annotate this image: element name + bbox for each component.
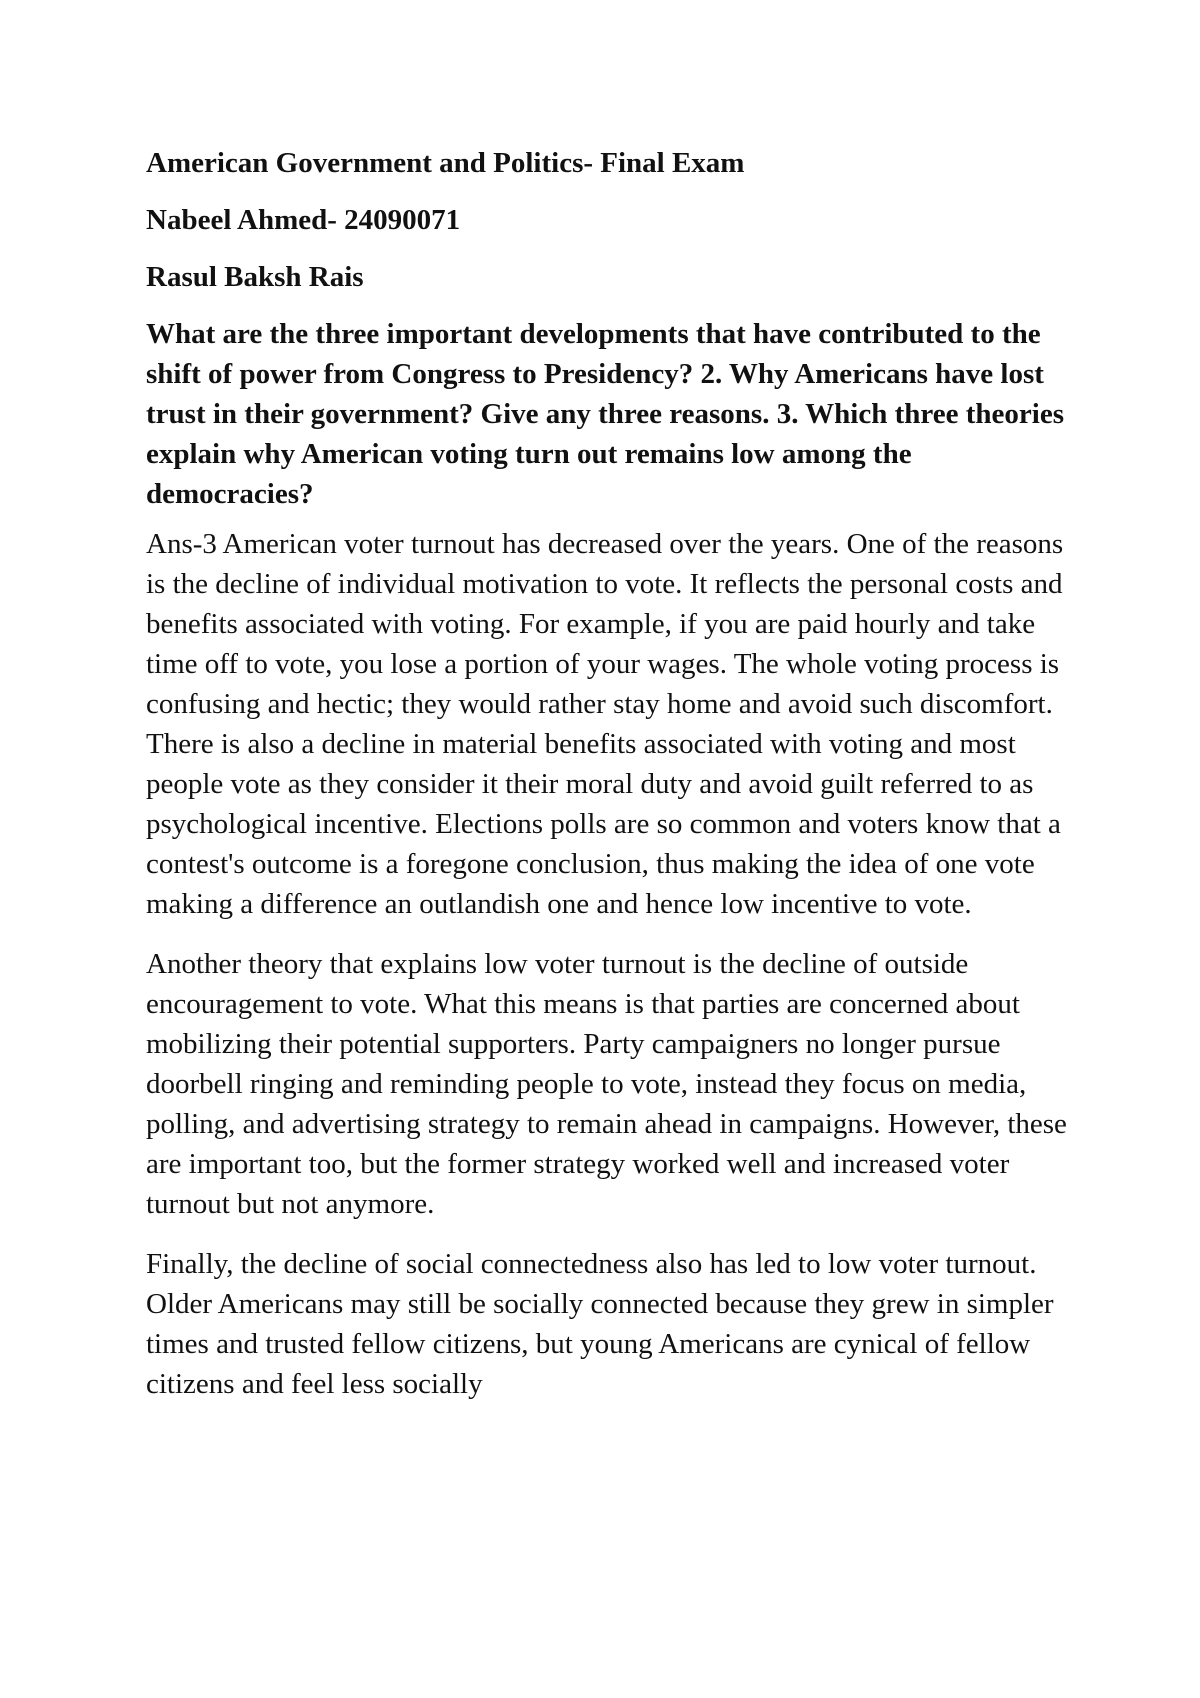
answer-paragraph-3: Finally, the decline of social connectedness also has led to low voter turnout. Older Americans may still be socially connected because they grew in simpler times and trusted fellow citizens, but young Americans are cynical of fellow citizens and feel less socially: [146, 1248, 1054, 1400]
exam-question: What are the three important developments that have contributed to the shift of power from Congress to Presidency? 2. Why Americans have lost trust in their government? Give any three reasons. 3. Which three theories explain why American voting turn out remains low among the democracies?: [146, 318, 1064, 510]
exam-title: American Government and Politics- Final Exam: [146, 147, 745, 179]
instructor-name: Rasul Baksh Rais: [146, 261, 364, 293]
answer-paragraph-1: Ans-3 American voter turnout has decreased over the years. One of the reasons is the decline of individual motivation to vote. It reflects the personal costs and benefits associated with voting. For example, if you are paid hourly and take time off to vote, you lose a portion of your wages. The whole voting process is confusing and hectic; they would rather stay home and avoid such discomfort. There is also a decline in material benefits associated with voting and most people vote as they consider it their moral duty and avoid guilt referred to as psychological incentive. Elections polls are so common and voters know that a contest's outcome is a foregone conclusion, thus making the idea of one vote making a difference an outlandish one and hence low incentive to vote.: [146, 528, 1064, 920]
student-name-id: Nabeel Ahmed- 24090071: [146, 204, 461, 236]
document-body: [146, 143, 1076, 1424]
answer-paragraph-2: Another theory that explains low voter turnout is the decline of outside encouragement to vote. What this means is that parties are concerned about mobilizing their potential supporters. Party campaigners no longer pursue doorbell ringing and reminding people to vote, instead they focus on media, polling, and advertising strategy to remain ahead in campaigns. However, these are important too, but the former strategy worked well and increased voter turnout but not anymore.: [146, 948, 1067, 1220]
